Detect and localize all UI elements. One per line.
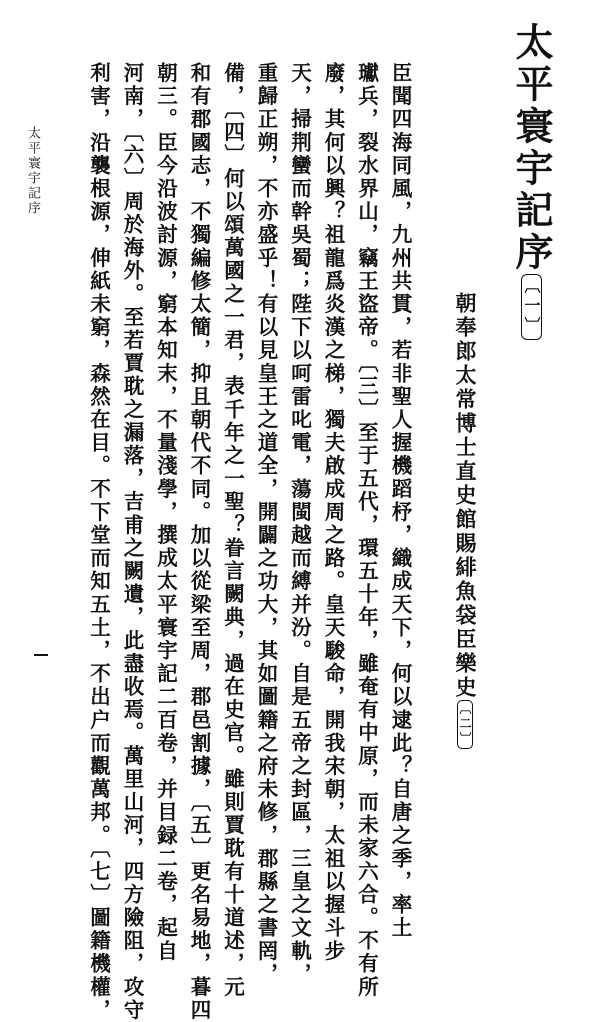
preface-line: 朝三。臣今沿波討源，窮本知末，不量淺學，撰成太平寰宇記二百卷，并目録二卷，起自	[153, 62, 178, 963]
preface-line: 瓛兵，裂水界山，竊王盜帝。〔三〕至于五代，環五十年，雖奄有中原，而未家六合。不有所	[354, 62, 379, 999]
preface-line: 重歸正朔，不亦盛乎！有以見皇王之道全，開闢之功大，其如圖籍之府未修，郡縣之書罔，	[254, 62, 278, 986]
book-title-text: 太平寰宇記序	[509, 22, 554, 274]
preface-line: 臣聞四海同風，九州共貫，若非聖人握機蹈杼，織成天下，何以逮此？自唐之季，率土	[388, 62, 412, 940]
preface-line: 河南，〔六〕周於海外。至若賈耽之漏落，吉甫之闕遺，此盡收焉。萬里山河，四方險阻，攻守	[120, 62, 144, 1022]
author-line	[452, 292, 478, 749]
author-footnote-marker: 〔二〕	[458, 702, 472, 747]
preface-line: 天，掃荆蠻而幹吳蜀；陛下以呵雷叱電，蕩閩越而縛并汾。自是五帝之封區，三皇之文軌，	[287, 62, 312, 986]
title-footnote-marker: 〔一〕	[521, 274, 542, 340]
book-title	[508, 22, 554, 340]
preface-line: 廢，其何以興？祖龍爲炎漢之梯，獨夫啟成周之路。皇天駿命，開我宋朝，太祖以握斗步	[321, 62, 345, 963]
running-header: 太平寰宇記序	[25, 126, 40, 216]
preface-line: 和有郡國志，不獨編修太簡，抑且朝代不同。加以從梁至周，郡邑割據，〔五〕更名易地，暮四	[187, 62, 211, 1022]
preface-line: 利害，沿襲根源，伸紙未窮，森然在目。不下堂而知五土，不出户而觀萬邦。〔七〕圖籍機權，	[86, 62, 111, 1022]
page-number-mark	[34, 654, 48, 656]
author-line-text: 朝奉郎太常博士直史館賜緋魚袋臣樂史	[453, 292, 478, 700]
preface-line: 備，〔四〕何以頌萬國之一君，表千年之一聖？眷言闕典，過在史官。雖則賈耽有十道述，元	[220, 62, 245, 999]
